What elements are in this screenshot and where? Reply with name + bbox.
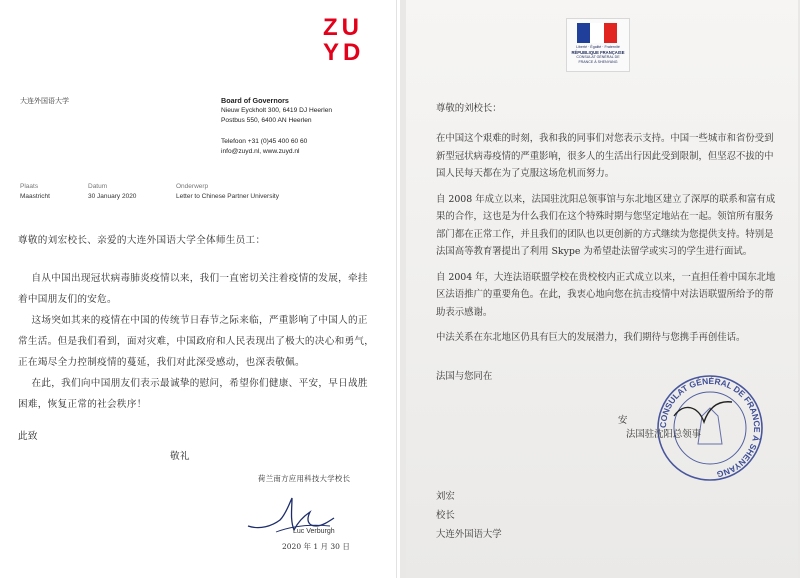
meta-date (88, 182, 136, 202)
consulate-letter (400, 0, 800, 578)
body-paragraph: 在此，我们向中国朋友们表示最诚挚的慰问，希望你们健康、平安，早日战胜困难，恢复正常的社会秩序！ (18, 378, 368, 410)
salutation: 尊敬的刘宏校长、亲爱的大连外国语大学全体师生员工： (18, 235, 266, 246)
zuyd-logo (323, 16, 365, 66)
closing-2: 敬礼 (170, 451, 190, 462)
sign-title-end: 总领事 (672, 429, 702, 440)
body-paragraph: 这场突如其来的疫情在中国的传统节日春节之际来临，严重影响了中国人的正常生活。但是我们看到，面对灾难，中国政府和人民表现出了极大的决心和勇气，正在竭尽全力控制疫情的蔓延，我们对此深受感动，也深表敬佩。 (18, 315, 375, 368)
subject-value: Letter to Chinese Partner University (176, 193, 279, 200)
recipient-address: 大连外国语大学 (20, 97, 69, 105)
r-body-paragraph: 中法关系在东北地区仍具有巨大的发展潜力，我们期待与您携手再创佳话。 (436, 332, 746, 343)
flag-icon (577, 23, 617, 43)
letter-body (18, 268, 376, 415)
emblem-text (569, 45, 627, 65)
place-label: Plaats (20, 183, 39, 190)
meta-place (20, 182, 50, 202)
date-value: 30 January 2020 (88, 193, 137, 200)
logo-line-2: YD (323, 39, 365, 66)
r-closing: 法国与您同在 (436, 371, 493, 382)
sender-address-2: Postbus 550, 6400 AN Heerlen (221, 117, 312, 124)
stamp-text: CONSULAT GÉNÉRAL DE FRANCE À SHENYANG (657, 375, 763, 480)
letter-paper (406, 0, 798, 578)
signer-name: Luc Verburgh (293, 528, 335, 535)
r-body-paragraph: 在中国这个艰难的时刻，我和我的同事们对您表示支持。中国一些城市和省份受到新型冠状病毒疫情的严重影响，很多人的生活出行因此受到限制，但坚忍不拔的中国人民每天都在为了克服这场危机而努力。 (436, 133, 774, 179)
french-republic-emblem (566, 18, 630, 72)
emblem-motto: Liberté · Égalité · Fraternité (576, 45, 620, 49)
recipient-title: 校长 (436, 510, 455, 521)
sender-web: info@zuyd.nl, www.zuyd.nl (221, 148, 300, 155)
body-paragraph: 自从中国出现冠状病毒肺炎疫情以来，我们一直密切关注着疫情的发展，牵挂着中国朋友们的安危。 (18, 273, 368, 305)
r-body-paragraph: 自 2008 年成立以来，法国驻沈阳总领事馆与东北地区建立了深厚的联系和富有成果的合作，这也是为什么我们在这个特殊时期与您坚定地站在一起。领馆所有服务部门都在正常工作，并且我们的团队也以更创新的方式继续为您提供支持。特别是法国高等教育署提出了利用 Skype 为希望赴法留学或实习的学生进行面试。 (436, 193, 776, 257)
sign-title-start: 法国驻沈阳 (626, 429, 673, 440)
signer-title: 荷兰南方应用科技大学校长 (258, 474, 351, 483)
r-letter-body (436, 130, 781, 347)
sender-block (221, 96, 332, 157)
closing-1: 此致 (18, 431, 38, 442)
emblem-republic: RÉPUBLIQUE FRANÇAISE (571, 50, 625, 55)
logo-line-1: ZU (323, 14, 363, 41)
r-body-paragraph: 自 2004 年，大连法语联盟学校在贵校校内正式成立以来，一直担任着中国东北地区法语推广的重要角色。在此，我衷心地向您在抗击疫情中对法语联盟所给予的帮助表示感谢。 (436, 271, 776, 318)
sign-partial: 安 (618, 415, 628, 426)
recipient-name: 刘宏 (436, 491, 455, 502)
sign-date: 2020 年 1 月 30 日 (282, 542, 350, 551)
sender-phone: Telefoon +31 (0)45 400 60 60 (221, 138, 308, 145)
place-value: Maastricht (20, 193, 50, 200)
sender-title: Board of Governors (221, 96, 289, 105)
meta-subject (176, 182, 279, 202)
recipient-org: 大连外国语大学 (436, 529, 502, 540)
subject-label: Onderwerp (176, 183, 209, 190)
r-salutation: 尊敬的刘校长： (436, 103, 502, 114)
sender-address-1: Nieuw Eyckholt 300, 6419 DJ Heerlen (221, 107, 333, 114)
date-label: Datum (88, 183, 108, 190)
emblem-consulate: CONSULAT GÉNÉRAL DE FRANCE À SHENYANG (576, 55, 620, 64)
sign-title (626, 426, 786, 444)
zuyd-letter (0, 0, 397, 578)
